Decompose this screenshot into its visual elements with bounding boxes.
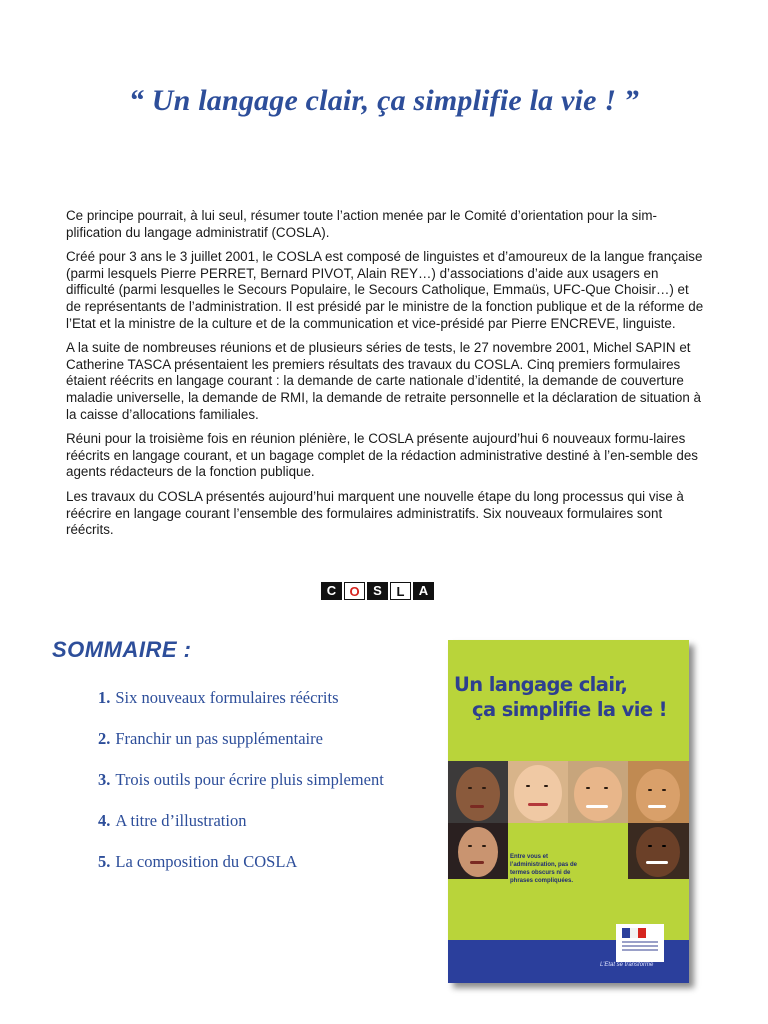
- face-photo: [448, 761, 508, 823]
- face-photo: [628, 823, 689, 879]
- toc-number: 3.: [98, 770, 111, 789]
- republique-francaise-logo: [616, 924, 664, 962]
- paragraph: A la suite de nombreuses réunions et de plusieurs séries de tests, le 27 novembre 2001, Michel SAPIN et Catherine TASCA présentaient les premiers résultats des travaux du COSLA. Cinq premiers formulaires étaient réécrits en langage courant : la demande de carte nationale d’identité, la demande de couverture maladie universelle, la demande de RMI, la demande de retraite personnelle et la déclaration de situation à la caisse d’allocations familiales.: [66, 340, 701, 422]
- toc-item[interactable]: [98, 770, 428, 811]
- toc-item[interactable]: [98, 729, 428, 770]
- sommaire-heading: SOMMAIRE :: [52, 637, 192, 662]
- toc-label: La composition du COSLA: [115, 852, 298, 871]
- face-photo: [568, 761, 628, 823]
- brochure-cover-image: [448, 640, 689, 983]
- face-photo: [448, 823, 508, 879]
- logo-letter: C: [321, 582, 342, 600]
- cosla-logo: [321, 582, 434, 600]
- table-of-contents: [98, 688, 428, 893]
- toc-number: 2.: [98, 729, 111, 748]
- logo-letter: S: [367, 582, 388, 600]
- paragraph: Réuni pour la troisième fois en réunion plénière, le COSLA présente aujourd’hui 6 nouveaux formu-laires réécrits en langage courant, et un bagage complet de la rédaction administrative destiné à l’en-semble des agents rédacteurs de la fonction publique.: [66, 431, 698, 480]
- page-title: “ Un langage clair, ça simplifie la vie ! ”: [128, 84, 640, 117]
- toc-label: Trois outils pour écrire pluis simplement: [115, 770, 384, 789]
- toc-label: Franchir un pas supplémentaire: [115, 729, 323, 748]
- logo-letter: A: [413, 582, 434, 600]
- toc-number: 4.: [98, 811, 111, 830]
- toc-label: A titre d’illustration: [115, 811, 247, 830]
- toc-item[interactable]: [98, 852, 428, 893]
- face-photo: [628, 761, 689, 823]
- cover-title: [448, 672, 689, 722]
- logo-letter: L: [390, 582, 411, 600]
- intro-text: [66, 208, 706, 547]
- cover-blurb: Entre vous et l’administration, pas de termes obscurs ni de phrases compliquées.: [510, 854, 578, 884]
- paragraph: Créé pour 3 ans le 3 juillet 2001, le COSLA est composé de linguistes et d’amoureux de la langue française (parmi lesquels Pierre PERRET, Bernard PIVOT, Alain REY…) d’associations d’aide aux usagers en difficulté (parmi lesquelles le Secours Populaire, le Secours Catholique, Emmaüs, UFC-Que Choisir…) et de représentants de l’administration. Il est présidé par le ministre de la fonction publique et de la réforme de l’Etat et la ministre de la culture et de la communication et vice-présidé par Pierre ENCREVE, linguiste.: [66, 249, 704, 331]
- toc-label: Six nouveaux formulaires réécrits: [115, 688, 339, 707]
- face-photo: [508, 761, 568, 823]
- logo-letter: O: [344, 582, 365, 600]
- toc-item[interactable]: [98, 688, 428, 729]
- paragraph: Ce principe pourrait, à lui seul, résumer toute l’action menée par le Comité d’orientation pour la sim-plification du langage administratif (COSLA).: [66, 208, 657, 240]
- toc-number: 5.: [98, 852, 111, 871]
- cover-title-line: ça simplifie la vie !: [472, 698, 667, 721]
- toc-number: 1.: [98, 688, 111, 707]
- cover-title-line: Un langage clair,: [454, 673, 628, 696]
- paragraph: Les travaux du COSLA présentés aujourd’hui marquent une nouvelle étape du long processus qui vise à réécrire en langage courant l’ensemble des formulaires administratifs. Six nouveaux formulaires sont réécrits.: [66, 488, 684, 538]
- toc-item[interactable]: [98, 811, 428, 852]
- cover-tagline: L’Etat se transforme: [600, 962, 654, 968]
